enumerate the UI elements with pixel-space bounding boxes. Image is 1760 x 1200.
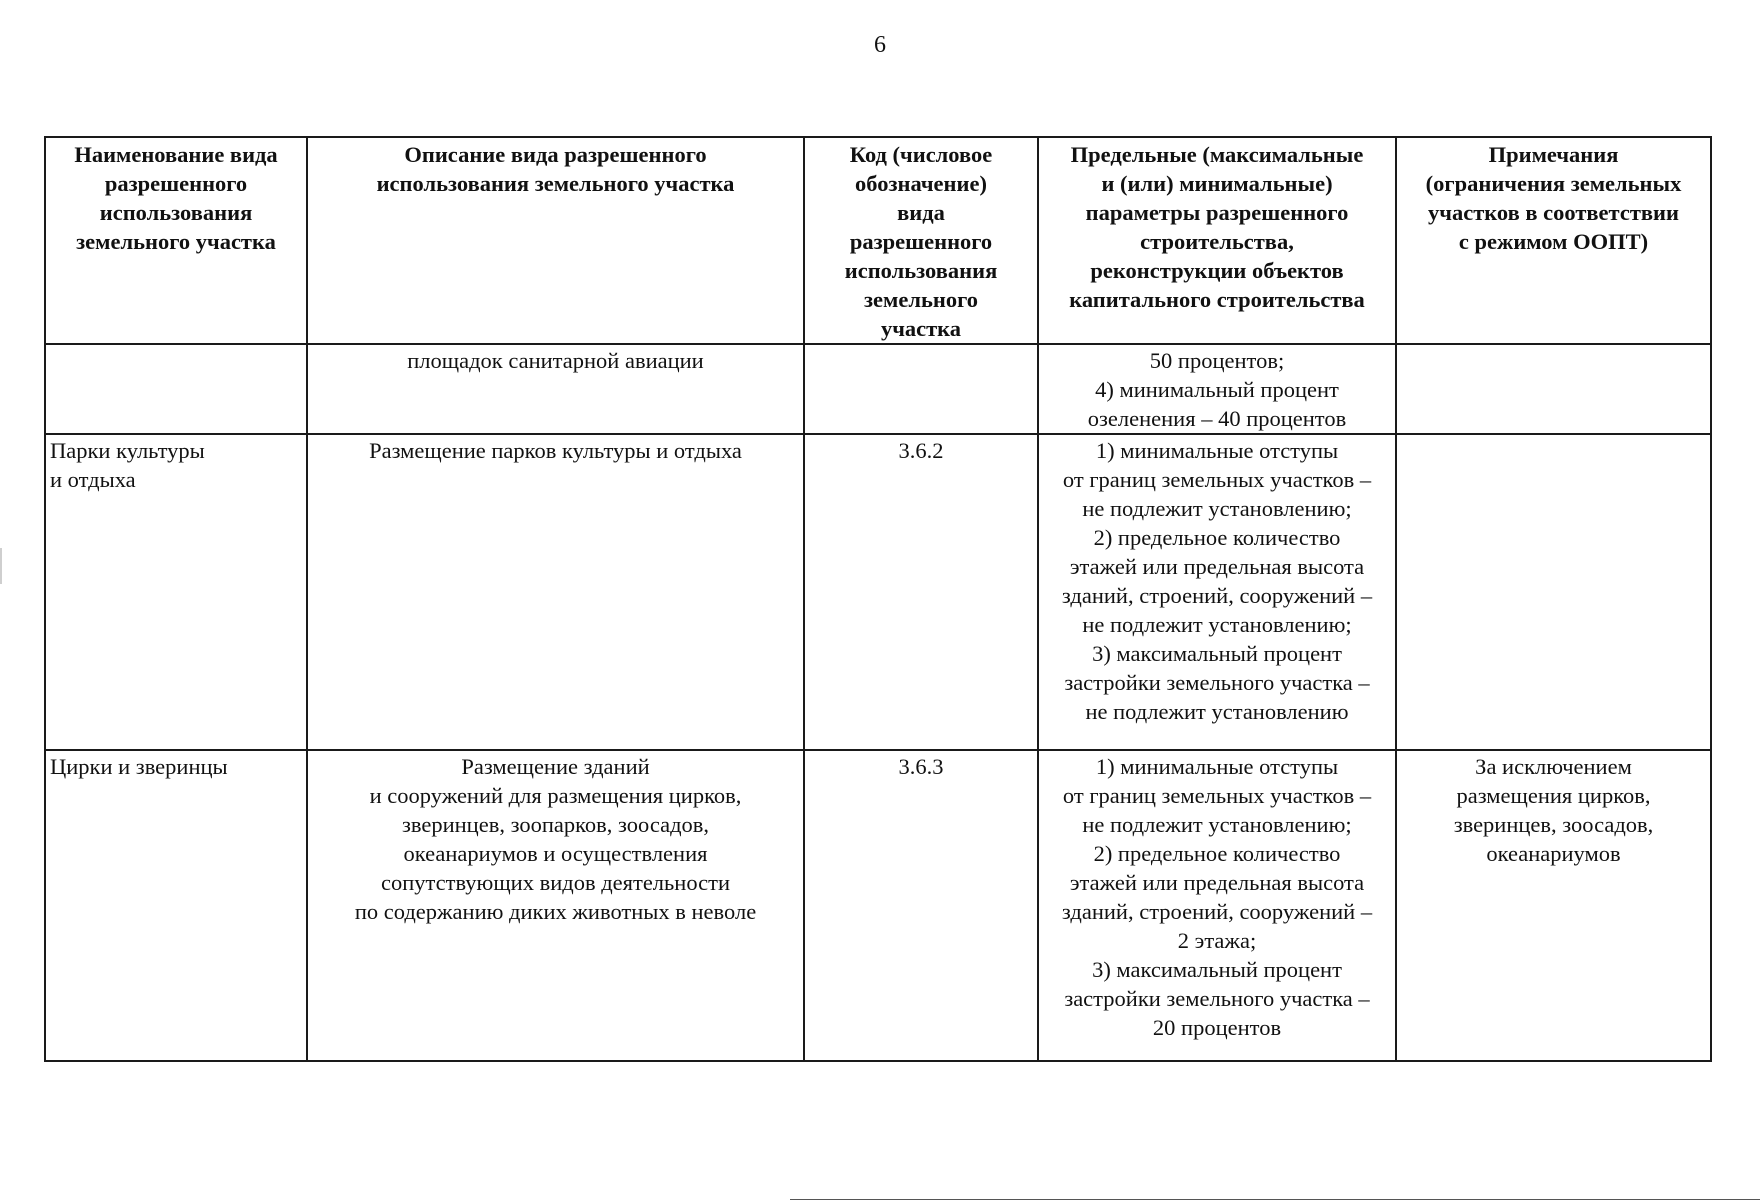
cell-notes: За исключением размещения цирков, зверинцев, зоосадов, океанариумов [1396, 750, 1711, 1061]
table-header-row [45, 137, 1711, 344]
header-description: Описание вида разрешенного использования земельного участка [307, 137, 804, 344]
cell-parameters: 50 процентов; 4) минимальный процент озеленения – 40 процентов [1038, 344, 1396, 434]
header-name: Наименование вида разрешенного использования земельного участка [45, 137, 307, 344]
cell-notes [1396, 344, 1711, 434]
cell-name: Парки культуры и отдыха [45, 434, 307, 750]
cell-name: Цирки и зверинцы [45, 750, 307, 1061]
table-row [45, 434, 1711, 750]
table-row [45, 344, 1711, 434]
cell-code: 3.6.3 [804, 750, 1038, 1061]
page-number: 6 [874, 32, 886, 58]
table-row [45, 750, 1711, 1061]
header-code: Код (числовое обозначение) вида разрешенного использования земельного участка [804, 137, 1038, 344]
cell-code [804, 344, 1038, 434]
header-parameters: Предельные (максимальные и (или) минимальные) параметры разрешенного строительства, реконструкции объектов капитального строительства [1038, 137, 1396, 344]
scan-margin-mark [0, 548, 2, 584]
cell-description: Размещение парков культуры и отдыха [307, 434, 804, 750]
cell-code: 3.6.2 [804, 434, 1038, 750]
cell-parameters: 1) минимальные отступы от границ земельных участков – не подлежит установлению; 2) предельное количество этажей или предельная высота зданий, строений, сооружений – 2 этажа; 3) максимальный процент застройки земельного участка – 20 процентов [1038, 750, 1396, 1061]
cell-name [45, 344, 307, 434]
cell-parameters: 1) минимальные отступы от границ земельных участков – не подлежит установлению; 2) предельное количество этажей или предельная высота зданий, строений, сооружений – не подлежит установлению; 3) максимальный процент застройки земельного участка – не подлежит установлению [1038, 434, 1396, 750]
land-use-table [44, 136, 1712, 1062]
cell-notes [1396, 434, 1711, 750]
cell-description: Размещение зданий и сооружений для размещения цирков, зверинцев, зоопарков, зоосадов, океанариумов и осуществления сопутствующих видов деятельности по содержанию диких животных в неволе [307, 750, 804, 1061]
header-notes: Примечания (ограничения земельных участков в соответствии с режимом ООПТ) [1396, 137, 1711, 344]
cell-description: площадок санитарной авиации [307, 344, 804, 434]
